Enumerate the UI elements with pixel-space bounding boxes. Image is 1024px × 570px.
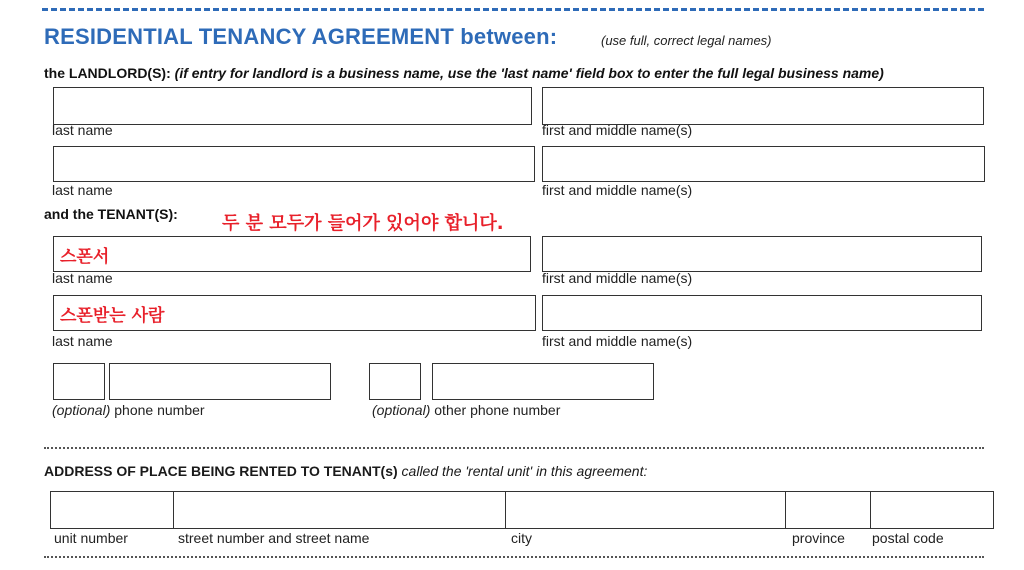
address-fields-row xyxy=(50,491,994,529)
unit-number-field[interactable] xyxy=(50,491,174,529)
tenant-2-last-name-field[interactable] xyxy=(53,295,536,331)
phone-area-code-field[interactable] xyxy=(53,363,105,400)
tenant-2-last-name-value: 스폰받는 사람 xyxy=(60,306,165,326)
other-phone-optional-tag: (optional) xyxy=(372,402,431,418)
tenant-annotation: 두 분 모두가 들어가 있어야 합니다. xyxy=(222,213,504,234)
landlord-2-first-name-caption: first and middle name(s) xyxy=(542,182,693,198)
province-field[interactable] xyxy=(785,491,871,529)
landlord-2-last-name-caption: last name xyxy=(52,182,113,198)
landlord-note: (if entry for landlord is a business name, use the 'last name' field box to enter the full legal business name) xyxy=(174,65,884,81)
tenant-2-first-name-caption: first and middle name(s) xyxy=(542,333,693,349)
province-caption: province xyxy=(792,530,845,546)
street-field[interactable] xyxy=(173,491,506,529)
phone-number-caption xyxy=(52,402,205,418)
unit-number-caption: unit number xyxy=(54,530,128,546)
top-dashed-rule xyxy=(42,8,984,11)
landlord-1-first-name-caption: first and middle name(s) xyxy=(542,122,693,138)
landlord-2-last-name-field[interactable] xyxy=(53,146,535,182)
tenant-1-last-name-caption: last name xyxy=(52,270,113,286)
postal-code-field[interactable] xyxy=(870,491,994,529)
title-note: (use full, correct legal names) xyxy=(601,33,772,48)
tenant-2-last-name-caption: last name xyxy=(52,333,113,349)
other-phone-number-field[interactable] xyxy=(432,363,654,400)
tenant-1-first-name-field[interactable] xyxy=(542,236,982,272)
landlord-1-last-name-field[interactable] xyxy=(53,87,532,125)
tenant-section-label: and the TENANT(S): xyxy=(44,206,178,222)
landlord-2-first-name-field[interactable] xyxy=(542,146,985,182)
landlord-1-last-name-caption: last name xyxy=(52,122,113,138)
street-caption: street number and street name xyxy=(178,530,370,546)
landlord-section-label xyxy=(44,65,884,81)
landlord-label: the LANDLORD(S): xyxy=(44,65,171,81)
landlord-1-first-name-field[interactable] xyxy=(542,87,984,125)
address-heading-bold: ADDRESS OF PLACE BEING RENTED TO TENANT(s) xyxy=(44,463,398,479)
other-phone-number-label: other phone number xyxy=(434,402,561,418)
phone-optional-tag: (optional) xyxy=(52,402,111,418)
dotted-separator xyxy=(44,447,984,449)
address-heading xyxy=(44,463,647,479)
tenant-1-first-name-caption: first and middle name(s) xyxy=(542,270,693,286)
agreement-title: RESIDENTIAL TENANCY AGREEMENT between: xyxy=(44,24,558,49)
postal-code-caption: postal code xyxy=(872,530,944,546)
phone-number-field[interactable] xyxy=(109,363,331,400)
address-heading-note: called the 'rental unit' in this agreement: xyxy=(401,463,648,479)
tenant-1-last-name-value: 스폰서 xyxy=(60,247,110,267)
city-field[interactable] xyxy=(505,491,786,529)
city-caption: city xyxy=(511,530,532,546)
tenant-2-first-name-field[interactable] xyxy=(542,295,982,331)
phone-number-label: phone number xyxy=(114,402,205,418)
bottom-dotted-separator xyxy=(44,556,984,558)
other-phone-area-code-field[interactable] xyxy=(369,363,421,400)
other-phone-number-caption xyxy=(372,402,560,418)
tenant-1-last-name-field[interactable] xyxy=(53,236,531,272)
